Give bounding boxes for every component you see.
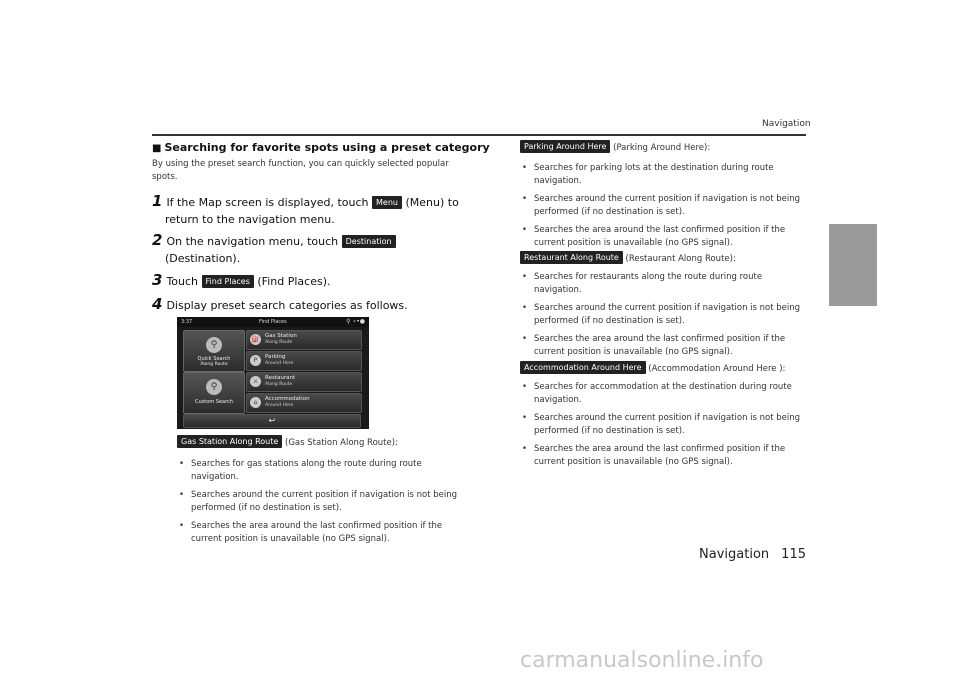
parking-row[interactable]: P Parking Around Here <box>246 351 362 371</box>
step-4: 4 Display preset search categories as follows. <box>152 295 408 313</box>
magnifier-icon: ⚲ <box>206 379 222 395</box>
accommodation-bullets <box>520 381 810 474</box>
quick-search-tile[interactable]: ⚲ Quick Search Along Route <box>183 330 245 372</box>
list-item: • Searches around the current position if navigation is not being performed (if no destination is set). <box>520 302 810 328</box>
accommodation-row[interactable]: ⌂ Accommodation Around Here <box>246 393 362 413</box>
page-footer: Navigation 115 <box>699 547 806 562</box>
section-marker: ■ <box>152 143 162 154</box>
back-arrow-icon: ↩ <box>268 416 276 425</box>
bed-icon: ⌂ <box>250 397 261 408</box>
running-header: Navigation <box>762 119 811 129</box>
back-button[interactable] <box>183 414 361 428</box>
gas-station-along-route-button[interactable]: Gas Station Along Route <box>177 435 282 448</box>
intro-text: By using the preset search function, you can quickly selected popular spots. <box>152 159 449 182</box>
page-number: 115 <box>781 547 806 562</box>
parking-around-here-button[interactable]: Parking Around Here <box>520 140 610 153</box>
step-2: 2 On the navigation menu, touch Destination (Destination). <box>152 232 472 267</box>
restaurant-row[interactable]: ⚔ Restaurant Along Route <box>246 372 362 392</box>
watermark: carmanualsonline.info <box>520 648 764 673</box>
list-item: • Searches the area around the last confirmed position if the current position is unavailable (no GPS signal). <box>520 443 810 469</box>
list-item: • Searches around the current position if navigation is not being performed (if no destination is set). <box>177 489 467 515</box>
section-title: ■ Searching for favorite spots using a preset category <box>152 141 490 154</box>
restaurant-bullets <box>520 271 810 364</box>
list-item: • Searches around the current position if navigation is not being performed (if no destination is set). <box>520 193 810 219</box>
list-item: • Searches around the current position if navigation is not being performed (if no destination is set). <box>520 412 810 438</box>
step-1: 1 If the Map screen is displayed, touch Menu (Menu) to return to the navigation menu. <box>152 192 459 226</box>
list-item: • Searches for accommodation at the destination during route navigation. <box>520 381 810 407</box>
step-3: 3 Touch Find Places (Find Places). <box>152 271 331 289</box>
accommodation-around-here-button[interactable]: Accommodation Around Here <box>520 361 646 374</box>
find-places-button[interactable]: Find Places <box>202 275 254 288</box>
restaurant-along-route-button[interactable]: Restaurant Along Route <box>520 251 623 264</box>
list-item: • Searches for restaurants along the route during route navigation. <box>520 271 810 297</box>
find-places-screenshot <box>177 317 369 429</box>
parking-category: Parking Around Here (Parking Around Here): <box>520 140 810 153</box>
header-rule <box>152 134 806 136</box>
list-item: • Searches the area around the last confirmed position if the current position is unavailable (no GPS signal). <box>177 520 467 546</box>
gas-station-row[interactable]: ⛽ Gas Station Along Route <box>246 330 362 350</box>
list-item: • Searches the area around the last confirmed position if the current position is unavailable (no GPS signal). <box>520 333 810 359</box>
accommodation-category: Accommodation Around Here (Accommodation Around Here ): <box>520 361 810 374</box>
screen-title: Find Places <box>259 319 287 325</box>
clock: 3:37 <box>181 319 193 325</box>
menu-button[interactable]: Menu <box>372 196 402 209</box>
parking-bullets <box>520 162 810 255</box>
status-bar <box>177 317 369 327</box>
destination-button[interactable]: Destination <box>342 235 396 248</box>
chapter-tab <box>829 224 877 306</box>
magnifier-icon: ⚲ <box>206 337 222 353</box>
gas-station-bullets <box>177 458 467 551</box>
restaurant-category: Restaurant Along Route (Restaurant Along Route): <box>520 251 810 264</box>
list-item: • Searches for gas stations along the route during route navigation. <box>177 458 467 484</box>
list-item: • Searches the area around the last confirmed position if the current position is unavailable (no GPS signal). <box>520 224 810 250</box>
fork-knife-icon: ⚔ <box>250 376 261 387</box>
signal-icon: ⚲ ∘•● <box>346 318 365 325</box>
custom-search-tile[interactable]: ⚲ Custom Search <box>183 372 245 414</box>
fuel-icon: ⛽ <box>251 336 260 343</box>
list-item: • Searches for parking lots at the destination during route navigation. <box>520 162 810 188</box>
gas-station-category: Gas Station Along Route (Gas Station Along Route): <box>177 435 477 448</box>
parking-icon: P <box>250 355 261 366</box>
